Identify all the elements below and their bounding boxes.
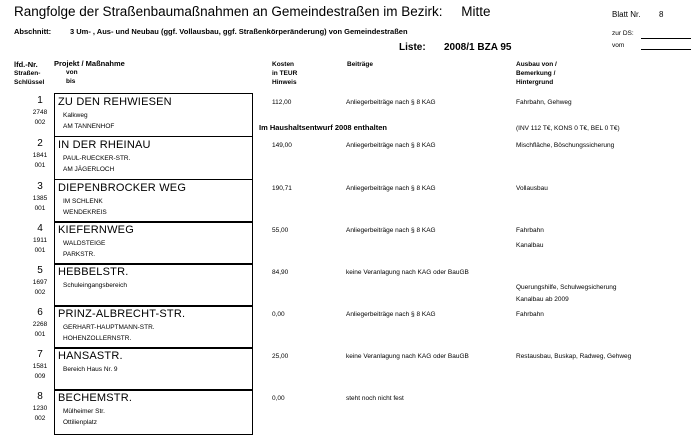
street-bis: PARKSTR. [63, 251, 96, 258]
beitrag-note: Anliegerbeiträge nach § 8 KAG [346, 311, 436, 318]
ausbau-line-3: Kanalbau ab 2009 [516, 296, 569, 303]
street-bis: AM JÄGERLOCH [63, 166, 115, 173]
kosten-value: 84,90 [272, 269, 289, 276]
beitrag-note: Anliegerbeiträge nach § 8 KAG [346, 99, 436, 106]
project-name: PRINZ-ALBRECHT-STR. [58, 308, 186, 320]
col-header-kosten: Kosten in TEUR Hinweis [272, 61, 298, 86]
project-name: IN DER RHEINAU [58, 139, 151, 151]
zur-ds-line [641, 38, 691, 39]
street-bis: WENDEKREIS [63, 209, 107, 216]
row-number: 6 [37, 307, 43, 318]
street-key: 1581 009 [32, 363, 48, 380]
project-name: ZU DEN REHWIESEN [58, 96, 172, 108]
liste-label: Liste: [399, 42, 426, 53]
street-von: IM SCHLENK [63, 198, 103, 205]
ausbau-line-1: Mischfläche, Böschungssicherung [516, 142, 615, 149]
blatt-value: 8 [659, 10, 664, 19]
street-key: 1230 002 [32, 405, 48, 422]
beitrag-note: keine Veranlagung nach KAG oder BauGB [346, 353, 469, 360]
street-key: 1697 002 [32, 279, 48, 296]
beitrag-note: Anliegerbeiträge nach § 8 KAG [346, 227, 436, 234]
street-von: GERHART-HAUPTMANN-STR. [63, 324, 155, 331]
beitrag-note: keine Veranlagung nach KAG oder BauGB [346, 269, 469, 276]
street-von: Mülheimer Str. [63, 408, 105, 415]
street-von: PAUL-RUECKER-STR. [63, 155, 131, 162]
street-bis: HOHENZOLLERNSTR. [63, 335, 132, 342]
blatt-label: Blatt Nr. [612, 10, 641, 19]
kosten-value: 190,71 [272, 185, 292, 192]
street-von: Bereich Haus Nr. 9 [63, 366, 118, 373]
ausbau-line-2: Kanalbau [516, 242, 544, 249]
street-key: 2268 001 [32, 321, 48, 338]
street-bis: Ottilienplatz [63, 419, 97, 426]
street-key: 1841 001 [32, 152, 48, 169]
row-number: 4 [37, 223, 43, 234]
vom-label: vom [612, 42, 625, 49]
ausbau-line-1: Restausbau, Buskap, Radweg, Gehweg [516, 353, 632, 360]
row-number: 7 [37, 349, 43, 360]
beitrag-note: Anliegerbeiträge nach § 8 KAG [346, 142, 436, 149]
haushalt-note: Im Haushaltsentwurf 2008 enthalten [259, 123, 387, 132]
vom-line [641, 49, 691, 50]
kosten-value: 0,00 [272, 311, 285, 318]
row-number: 8 [37, 391, 43, 402]
page-title: Rangfolge der Straßenbaumaßnahmen an Gemeindestraßen im Bezirk: Mitte [14, 4, 491, 19]
row-number: 1 [37, 95, 43, 106]
ausbau-line-1: Fahrbahn [516, 311, 544, 318]
project-name: BECHEMSTR. [58, 392, 133, 404]
project-name: KIEFERNWEG [58, 224, 134, 236]
beitrag-note: steht noch nicht fest [346, 395, 404, 402]
ausbau-line-1: Fahrbahn [516, 227, 544, 234]
street-von: Kalkweg [63, 112, 88, 119]
abschnitt-value: 3 Um- , Aus- und Neubau (ggf. Vollausbau, ggf. Straßenkörperänderung) von Gemeindestraßen [70, 27, 408, 36]
kosten-value: 25,00 [272, 353, 289, 360]
street-key: 2748 002 [32, 109, 48, 126]
liste-value: 2008/1 BZA 95 [444, 42, 512, 53]
street-von: WALDSTEIGE [63, 240, 106, 247]
kosten-value: 55,00 [272, 227, 289, 234]
beitrag-note: Anliegerbeiträge nach § 8 KAG [346, 185, 436, 192]
ausbau-line-2: Querungshilfe, Schulwegsicherung [516, 284, 617, 291]
bezirk-value: Mitte [461, 4, 491, 19]
zur-ds-label: zur DS: [612, 30, 634, 37]
street-von: Schuleingangsbereich [63, 282, 127, 289]
col-header-beitraege: Beiträge [347, 61, 374, 68]
street-key: 1385 001 [32, 195, 48, 212]
kosten-value: 149,00 [272, 142, 292, 149]
abschnitt-label: Abschnitt: [14, 27, 52, 36]
street-key: 1911 001 [33, 237, 47, 254]
col-header-projekt: Projekt / Maßnahme von bis [54, 59, 125, 85]
row-number: 3 [37, 181, 43, 192]
project-name: DIEPENBROCKER WEG [58, 182, 187, 194]
kosten-value: 112,00 [272, 99, 292, 106]
ausbau-line-1: Fahrbahn, Gehweg [516, 99, 572, 106]
ausbau-line-1: Vollausbau [516, 185, 548, 192]
project-name: HANSASTR. [58, 350, 123, 362]
row-number: 2 [37, 138, 43, 149]
street-bis: AM TANNENHOF [63, 123, 115, 130]
col-header-ausbau: Ausbau von / Bemerkung / Hintergrund [516, 61, 557, 86]
kosten-value: 0,00 [272, 395, 285, 402]
col-header-lfd: lfd.-Nr. Straßen- Schlüssel [14, 60, 45, 86]
project-name: HEBBELSTR. [58, 266, 129, 278]
row-number: 5 [37, 265, 43, 276]
haushalt-detail: (INV 112 T€, KONS 0 T€, BEL 0 T€) [516, 125, 620, 132]
